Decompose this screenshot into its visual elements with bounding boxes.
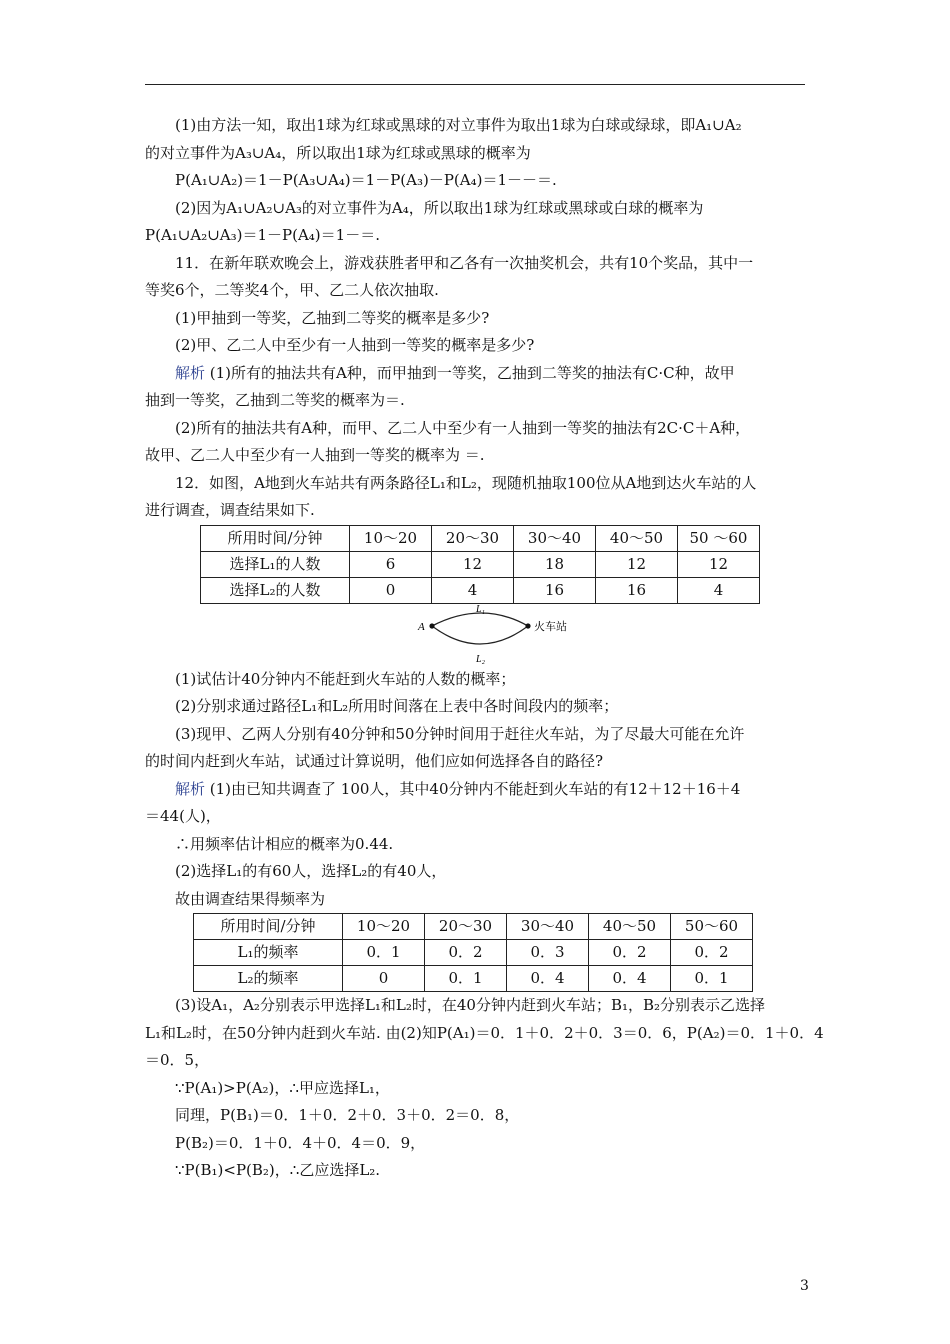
page-number: 3: [800, 1278, 809, 1294]
solution-text: (1)所有的抽法共有A种，而甲抽到一等奖，乙抽到二等奖的抽法有C·C种，故甲: [205, 363, 735, 382]
header-rule: [145, 84, 805, 85]
table-header-row: [201, 525, 760, 551]
solution-12-line: ∵P(B₁)<P(B₂)，∴乙应选择L₂.: [175, 1161, 381, 1179]
table-cell: 0．3: [507, 940, 589, 966]
table-cell: 16: [514, 577, 596, 603]
table-cell: 10～20: [343, 914, 425, 940]
label-l1: L₁: [476, 603, 486, 615]
table-cell: 20～30: [432, 525, 514, 551]
table-row: [194, 966, 753, 992]
table-cell: 所用时间/分钟: [194, 914, 343, 940]
solution-12-line: ∴用频率估计相应的概率为0.44.: [175, 834, 394, 853]
question-11-line: 11．在新年联欢晚会上，游戏获胜者甲和乙各有一次抽奖机会，共有10个奖品，其中一: [175, 253, 754, 272]
route-diagram: [145, 604, 805, 666]
solution-12-line: [145, 776, 805, 804]
solution-11-line: 抽到一等奖，乙抽到二等奖的概率为＝.: [145, 391, 405, 409]
frequency-table: [193, 913, 753, 992]
table-cell: 18: [514, 551, 596, 577]
table-cell: L₂的频率: [194, 966, 343, 992]
table-cell: 30～40: [507, 914, 589, 940]
table-row: [201, 551, 760, 577]
solution-11-line: [145, 360, 805, 388]
table-header-row: [194, 914, 753, 940]
table-row: [201, 577, 760, 603]
question-12-part: 的时间内赶到火车站，试通过计算说明，他们应如何选择各自的路径?: [145, 752, 604, 770]
table-cell: 0．1: [671, 966, 753, 992]
text-line: P(A₁∪A₂)＝1－P(A₃∪A₄)＝1－P(A₃)－P(A₄)＝1－－＝.: [175, 171, 557, 189]
table-cell: 40～50: [596, 525, 678, 551]
station-dot: [525, 623, 530, 628]
table-cell: 0．2: [671, 940, 753, 966]
solution-text: (1)由已知共调查了 100人，其中40分钟内不能赶到火车站的有12＋12＋16＋4: [205, 779, 741, 798]
solution-11-line: (2)所有的抽法共有A种，而甲、乙二人中至少有一人抽到一等奖的抽法有2C·C＋A种，: [175, 418, 751, 437]
page-content: [145, 112, 824, 1185]
table-cell: 0．2: [589, 940, 671, 966]
table-cell: 4: [678, 577, 760, 603]
table-cell: 50～60: [671, 914, 753, 940]
table-cell: 12: [596, 551, 678, 577]
solution-12-line: (3)设A₁，A₂分别表示甲选择L₁和L₂时，在40分钟内赶到火车站；B₁，B₂分别表示乙选择: [175, 996, 766, 1014]
table-cell: 选择L₂的人数: [201, 577, 350, 603]
table-cell: 40～50: [589, 914, 671, 940]
table-cell: 选择L₁的人数: [201, 551, 350, 577]
question-12-part: (3)现甲、乙两人分别有40分钟和50分钟时间用于赶往火车站，为了尽最大可能在允许: [175, 724, 745, 743]
question-11-line: 等奖6个，二等奖4个，甲、乙二人依次抽取.: [145, 281, 439, 299]
solution-12-line: ＝0．5，: [145, 1051, 210, 1069]
solution-11-line: 故甲、乙二人中至少有一人抽到一等奖的概率为 ＝.: [145, 446, 485, 464]
question-11-part: (2)甲、乙二人中至少有一人抽到一等奖的概率是多少?: [175, 336, 535, 354]
solution-12-line: (2)选择L₁的有60人，选择L₂的有40人，: [175, 862, 447, 880]
solution-keyword: 解析: [175, 779, 206, 798]
solution-12-line: 故由调查结果得频率为: [175, 889, 326, 908]
table-cell: 0．1: [425, 966, 507, 992]
solution-12-line: ∵P(A₁)>P(A₂)，∴甲应选择L₁，: [175, 1078, 390, 1097]
route-diagram-svg: [410, 604, 590, 666]
question-12-part: (1)试估计40分钟内不能赶到火车站的人数的概率；: [175, 669, 516, 688]
question-12-line: 12．如图，A地到火车站共有两条路径L₁和L₂，现随机抽取100位从A地到达火车站的人: [175, 473, 757, 492]
label-l2: L₂: [476, 653, 486, 665]
text-line: (2)因为A₁∪A₂∪A₃的对立事件为A₄，所以取出1球为红球或黑球或白球的概率为: [175, 198, 704, 217]
table-cell: 50 ～60: [678, 525, 760, 551]
text-line: (1)由方法一知，取出1球为红球或黑球的对立事件为取出1球为白球或绿球，即A₁∪A₂: [175, 116, 742, 134]
label-station: 火车站: [534, 619, 567, 633]
question-11-part: (1)甲抽到一等奖，乙抽到二等奖的概率是多少?: [175, 308, 490, 327]
table-cell: 所用时间/分钟: [201, 525, 350, 551]
text-line: 的对立事件为A₃∪A₄，所以取出1球为红球或黑球的概率为: [145, 143, 531, 162]
route-l2-path: [432, 626, 528, 644]
question-12-line: 进行调查，调查结果如下.: [145, 501, 315, 519]
table-cell: 10～20: [350, 525, 432, 551]
table-cell: 30～40: [514, 525, 596, 551]
table-cell: L₁的频率: [194, 940, 343, 966]
table-row: [194, 940, 753, 966]
table-cell: 0: [343, 966, 425, 992]
solution-12-line: L₁和L₂时，在50分钟内赶到火车站. 由(2)知P(A₁)＝0．1＋0．2＋0．3＝0．6，P(A₂)＝0．1＋0．4: [145, 1023, 824, 1042]
table-cell: 20～30: [425, 914, 507, 940]
table-cell: 0．2: [425, 940, 507, 966]
table-cell: 12: [678, 551, 760, 577]
table-cell: 0．4: [589, 966, 671, 992]
solution-12-line: 同理，P(B₁)＝0．1＋0．2＋0．3＋0．2＝0．8，: [175, 1106, 520, 1124]
label-a: A: [418, 620, 425, 633]
table-cell: 0: [350, 577, 432, 603]
table-cell: 12: [432, 551, 514, 577]
point-a-dot: [429, 623, 434, 628]
table-cell: 6: [350, 551, 432, 577]
table-cell: 0．1: [343, 940, 425, 966]
survey-count-table: [200, 525, 760, 604]
solution-keyword: 解析: [175, 363, 206, 382]
solution-12-line: P(B₂)＝0．1＋0．4＋0．4＝0．9，: [175, 1133, 426, 1152]
question-12-part: (2)分别求通过路径L₁和L₂所用时间落在上表中各时间段内的频率；: [175, 697, 619, 715]
table-cell: 4: [432, 577, 514, 603]
solution-12-line: ＝44(人)，: [145, 807, 221, 825]
table-cell: 0．4: [507, 966, 589, 992]
table-cell: 16: [596, 577, 678, 603]
text-line: P(A₁∪A₂∪A₃)＝1－P(A₄)＝1－＝.: [145, 226, 380, 244]
